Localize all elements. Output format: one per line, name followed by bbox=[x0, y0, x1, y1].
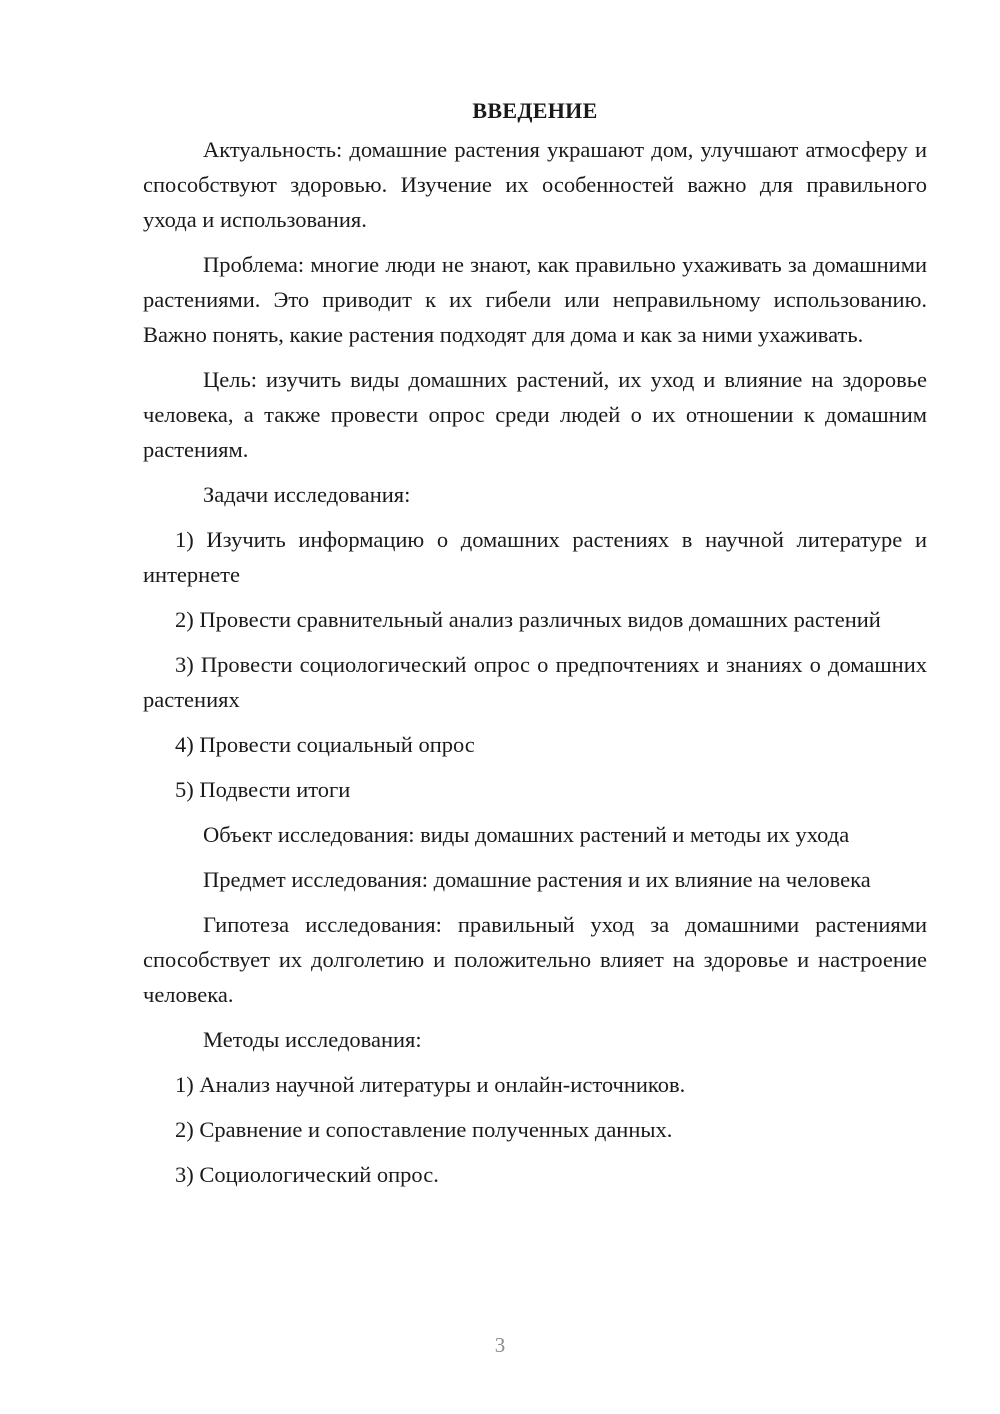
task-item-4: 4) Провести социальный опрос bbox=[175, 732, 475, 757]
page-number: 3 bbox=[494, 1333, 506, 1357]
relevance-paragraph: Актуальность: домашние растения украшают дом, улучшают атмосферу и способствуют здоровью. Изучение их особенностей важно для правильного ухода и использования. bbox=[143, 137, 927, 232]
page-content bbox=[143, 94, 927, 1202]
goal-paragraph: Цель: изучить виды домашних растений, их уход и влияние на здоровье человека, а также провести опрос среди людей о их отношении к домашним растениям. bbox=[143, 367, 927, 462]
methods-list bbox=[143, 1067, 927, 1192]
method-item-1: 1) Анализ научной литературы и онлайн-источников. bbox=[175, 1072, 686, 1097]
methods-heading: Методы исследования: bbox=[203, 1027, 422, 1052]
section-title: ВВЕДЕНИЕ bbox=[472, 98, 598, 123]
task-item-2: 2) Провести сравнительный анализ различных видов домашних растений bbox=[175, 607, 881, 632]
method-item-2: 2) Сравнение и сопоставление полученных данных. bbox=[175, 1117, 673, 1142]
task-item-3: 3) Провести социологический опрос о предпочтениях и знаниях о домашних растениях bbox=[143, 652, 927, 712]
problem-paragraph: Проблема: многие люди не знают, как правильно ухаживать за домашними растениями. Это приводит к их гибели или неправильному использованию. Важно понять, какие растения подходят для дома и как за ними ухаживать. bbox=[143, 252, 927, 347]
task-item-5: 5) Подвести итоги bbox=[175, 777, 351, 802]
tasks-heading: Задачи исследования: bbox=[203, 482, 411, 507]
hypothesis-paragraph: Гипотеза исследования: правильный уход за домашними растениями способствует их долголетию и положительно влияет на здоровье и настроение человека. bbox=[143, 912, 927, 1007]
subject-paragraph: Предмет исследования: домашние растения и их влияние на человека bbox=[203, 867, 871, 892]
method-item-3: 3) Социологический опрос. bbox=[175, 1162, 439, 1187]
object-paragraph: Объект исследования: виды домашних растений и методы их ухода bbox=[203, 822, 850, 847]
tasks-list bbox=[143, 522, 927, 807]
task-item-1: 1) Изучить информацию о домашних растениях в научной литературе и интернете bbox=[143, 527, 927, 587]
